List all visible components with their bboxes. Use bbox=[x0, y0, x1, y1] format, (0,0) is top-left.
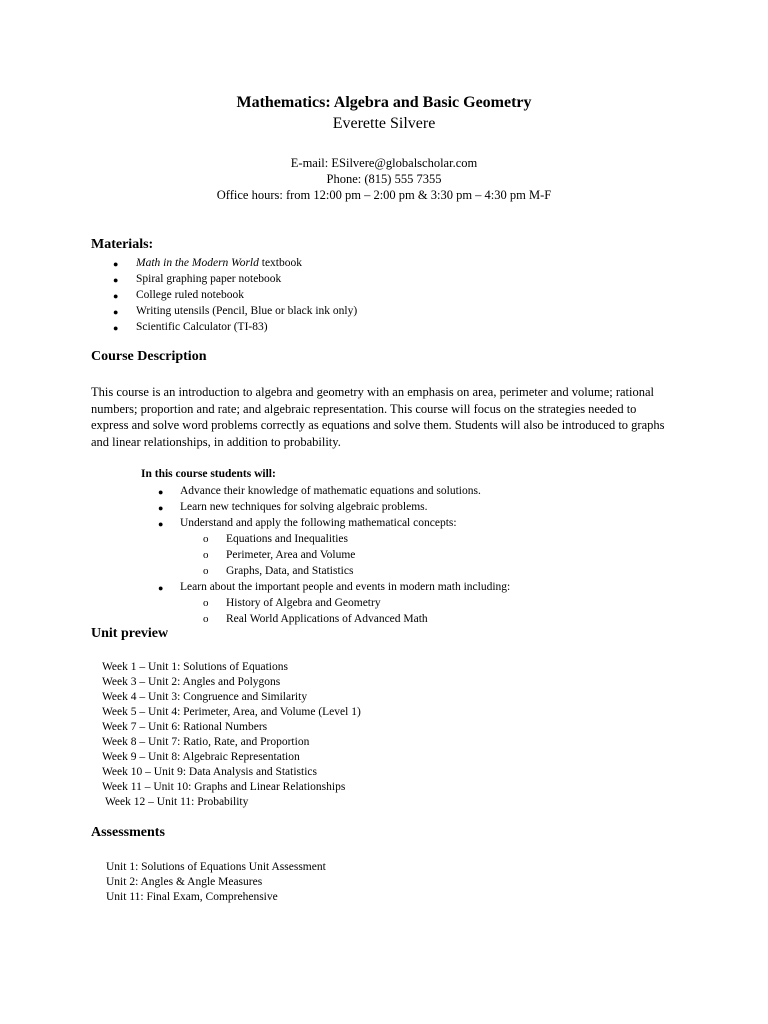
week-list-item: Week 7 – Unit 6: Rational Numbers bbox=[102, 721, 268, 733]
course-description-paragraph: This course is an introduction to algebra and geometry with an emphasis on area, perimeter and volume; rational numbers; proportion and rate; and algebraic representation. This course will focus on the strategies needed to express and solve word problems correctly as equations and solve them. Students will also be introduced to graphs and linear relationships, in addition to probability. bbox=[91, 385, 665, 449]
assessment-item: Unit 2: Angles & Angle Measures bbox=[106, 876, 263, 888]
bullet-icon: ● bbox=[158, 519, 164, 529]
sub-list-item bbox=[158, 547, 510, 563]
bullet-icon: ● bbox=[113, 323, 119, 333]
assessment-item: Unit 1: Solutions of Equations Unit Assessment bbox=[106, 861, 326, 873]
list-item bbox=[113, 287, 357, 303]
sub-list-item-text: Real World Applications of Advanced Math bbox=[226, 613, 428, 625]
sub-list-item-text: History of Algebra and Geometry bbox=[226, 597, 381, 609]
office-hours-line: Office hours: from 12:00 pm – 2:00 pm & 3:30 pm – 4:30 pm M-F bbox=[216, 188, 552, 202]
list-item bbox=[158, 579, 510, 595]
list-item bbox=[158, 483, 510, 499]
assessment-item: Unit 11: Final Exam, Comprehensive bbox=[106, 891, 278, 903]
email-line: E-mail: ESilvere@globalscholar.com bbox=[290, 156, 478, 170]
author-name: Everette Silvere bbox=[332, 115, 436, 132]
bullet-icon: ● bbox=[113, 275, 119, 285]
list-item-text: College ruled notebook bbox=[136, 289, 244, 301]
list-item-text: Advance their knowledge of mathematic equations and solutions. bbox=[180, 485, 481, 497]
bullet-icon: ● bbox=[113, 307, 119, 317]
phone-line: Phone: (815) 555 7355 bbox=[326, 172, 442, 186]
list-item-text: Learn about the important people and events in modern math including: bbox=[180, 581, 511, 593]
page-title: Mathematics: Algebra and Basic Geometry bbox=[236, 94, 532, 111]
students-will-heading: In this course students will: bbox=[141, 468, 276, 480]
week-list-item: Week 5 – Unit 4: Perimeter, Area, and Volume (Level 1) bbox=[102, 706, 361, 718]
list-item-text: Spiral graphing paper notebook bbox=[136, 273, 282, 285]
circle-bullet-icon: o bbox=[203, 549, 209, 561]
list-item bbox=[113, 255, 357, 271]
list-item bbox=[158, 499, 510, 515]
week-list-item: Week 4 – Unit 3: Congruence and Similarity bbox=[102, 691, 308, 703]
sub-list-item bbox=[158, 531, 510, 547]
sub-list-item bbox=[158, 611, 510, 627]
week-list-item: Week 1 – Unit 1: Solutions of Equations bbox=[102, 661, 288, 673]
list-item bbox=[113, 319, 357, 335]
list-item bbox=[158, 515, 510, 531]
textbook-title: Math in the Modern World bbox=[136, 257, 259, 269]
bullet-icon: ● bbox=[113, 259, 119, 269]
week-list-item: Week 10 – Unit 9: Data Analysis and Statistics bbox=[102, 766, 317, 778]
week-list-item: Week 9 – Unit 8: Algebraic Representation bbox=[102, 751, 300, 763]
week-list-item: Week 3 – Unit 2: Angles and Polygons bbox=[102, 676, 281, 688]
week-list-item: Week 8 – Unit 7: Ratio, Rate, and Proportion bbox=[102, 736, 310, 748]
list-item-text: Understand and apply the following mathematical concepts: bbox=[180, 517, 457, 529]
list-item bbox=[113, 303, 357, 319]
sub-list-item-text: Perimeter, Area and Volume bbox=[226, 549, 356, 561]
bullet-icon: ● bbox=[113, 291, 119, 301]
week-list-item: Week 11 – Unit 10: Graphs and Linear Relationships bbox=[102, 781, 346, 793]
circle-bullet-icon: o bbox=[203, 613, 209, 625]
list-item-text: Writing utensils (Pencil, Blue or black ink only) bbox=[136, 305, 358, 317]
bullet-icon: ● bbox=[158, 503, 164, 513]
sub-list-item-text: Equations and Inequalities bbox=[226, 533, 348, 545]
bullet-icon: ● bbox=[158, 487, 164, 497]
circle-bullet-icon: o bbox=[203, 533, 209, 545]
sub-list-item bbox=[158, 563, 510, 579]
materials-heading: Materials: bbox=[91, 237, 154, 252]
unit-preview-heading: Unit preview bbox=[91, 626, 169, 641]
list-item-text: Learn new techniques for solving algebraic problems. bbox=[180, 501, 428, 513]
sub-list-item-text: Graphs, Data, and Statistics bbox=[226, 565, 354, 577]
circle-bullet-icon: o bbox=[203, 565, 209, 577]
circle-bullet-icon: o bbox=[203, 597, 209, 609]
assessments-heading: Assessments bbox=[91, 825, 165, 840]
list-item bbox=[113, 271, 357, 287]
course-description-heading: Course Description bbox=[91, 349, 207, 364]
list-item-text: Scientific Calculator (TI-83) bbox=[136, 321, 268, 333]
sub-list-item bbox=[158, 595, 510, 611]
objectives-list bbox=[158, 483, 510, 627]
bullet-icon: ● bbox=[158, 583, 164, 593]
materials-list bbox=[113, 255, 357, 335]
week-list-item: Week 12 – Unit 11: Probability bbox=[105, 796, 249, 808]
list-item-text: textbook bbox=[258, 257, 302, 269]
